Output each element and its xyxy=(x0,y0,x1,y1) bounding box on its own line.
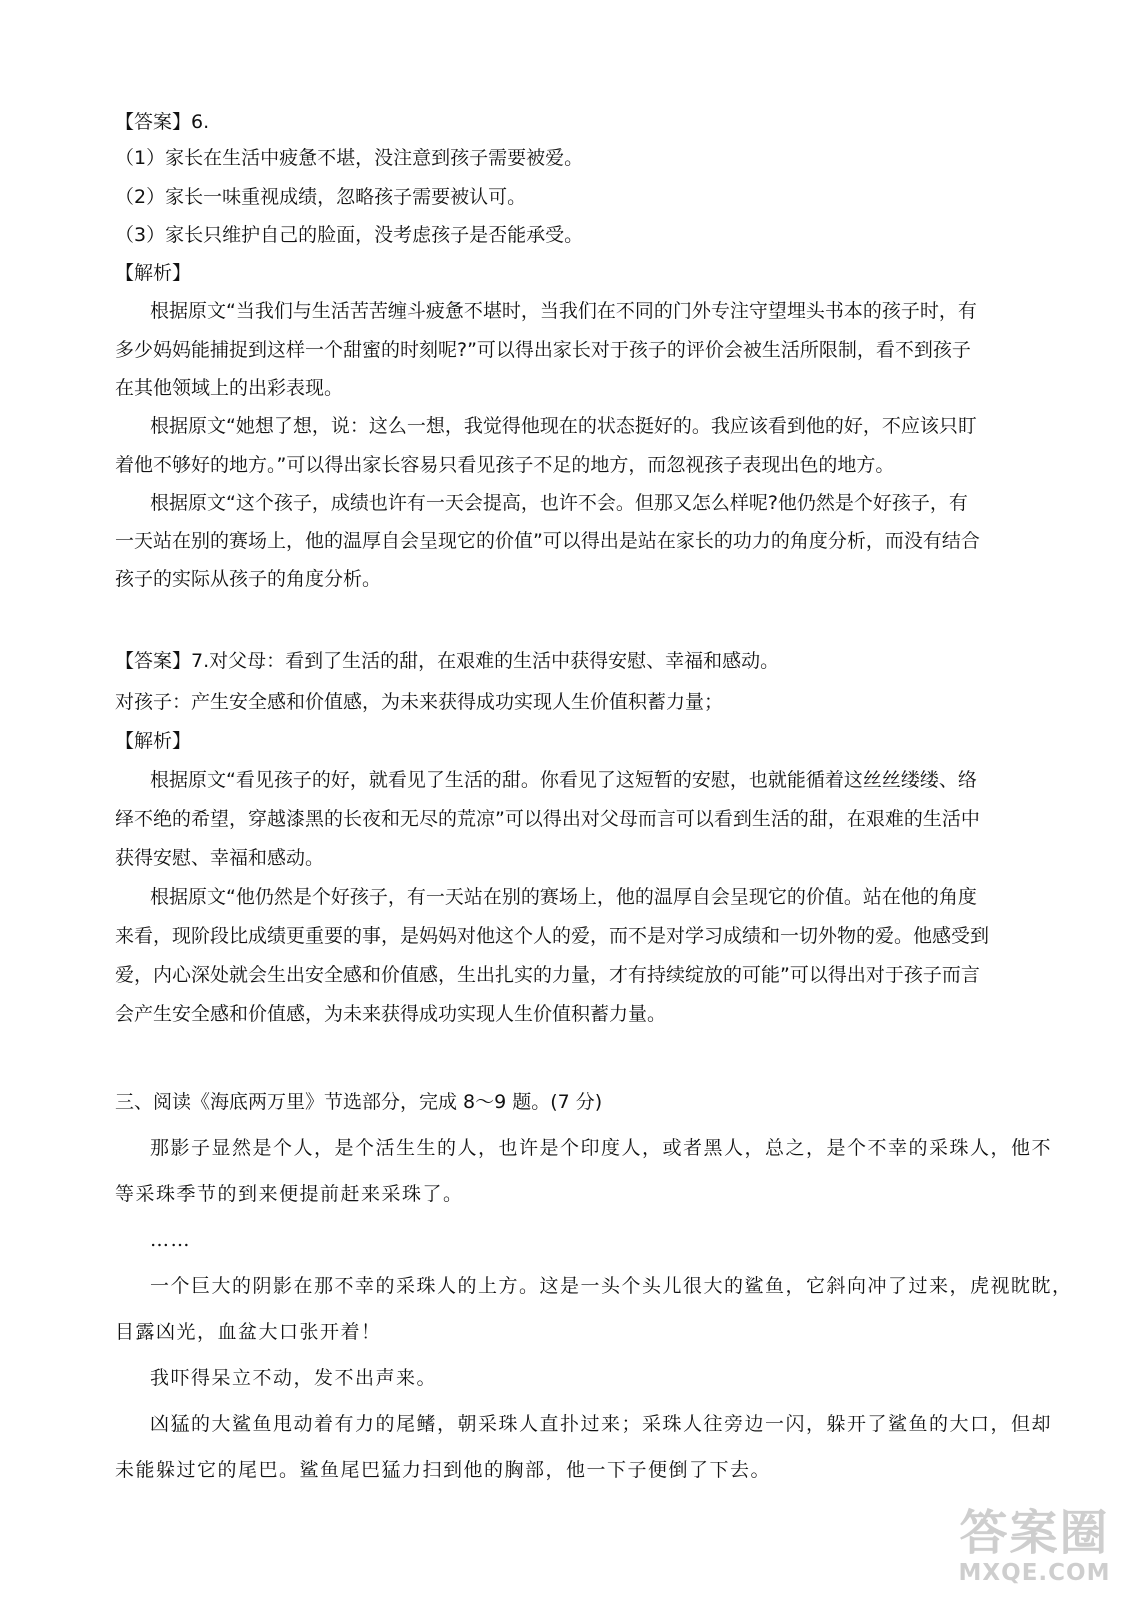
q7-answer-line-2: 对孩子：产生安全感和价值感，为未来获得成功实现人生价值积蓄力量； xyxy=(115,691,724,713)
watermark-logo-text: 答案圈 xyxy=(959,1505,1110,1561)
passage-line: …… xyxy=(150,1229,191,1251)
q6-point-2: （2）家长一味重视成绩，忽略孩子需要被认可。 xyxy=(115,186,527,208)
q7-analysis-line: 爱，内心深处就会生出安全感和价值感，生出扎实的力量，才有持续绽放的可能”可以得出对于孩子而言 xyxy=(115,964,980,986)
q7-analysis-line: 会产生安全感和价值感，为未来获得成功实现人生价值积蓄力量。 xyxy=(115,1003,667,1025)
q7-analysis-label: 【解析】 xyxy=(115,730,192,752)
passage-line: 一个巨大的阴影在那不幸的采珠人的上方。这是一头个头儿很大的鲨鱼，它斜向冲了过来，虎视眈眈， xyxy=(150,1275,1073,1297)
q7-analysis-line: 根据原文“他仍然是个好孩子，有一天站在别的赛场上，他的温厚自会呈现它的价值。站在他的角度 xyxy=(150,886,977,908)
q6-analysis-line: 着他不够好的地方。”可以得出家长容易只看见孩子不足的地方，而忽视孩子表现出色的地方。 xyxy=(115,454,895,476)
q7-analysis-line: 获得安慰、幸福和感动。 xyxy=(115,847,325,869)
passage-line: 等采珠季节的到来便提前赶来采珠了。 xyxy=(115,1183,464,1205)
q6-point-3: （3）家长只维护自己的脸面，没考虑孩子是否能承受。 xyxy=(115,224,584,246)
watermark-url: MXQE.COM xyxy=(958,1560,1111,1586)
q7-analysis-line: 来看，现阶段比成绩更重要的事，是妈妈对他这个人的爱，而不是对学习成绩和一切外物的爱。他感受到 xyxy=(115,925,990,947)
q6-analysis-line: 根据原文“当我们与生活苦苦缠斗疲惫不堪时，当我们在不同的门外专注守望埋头书本的孩子时，有 xyxy=(150,300,977,322)
site-watermark xyxy=(947,1506,1122,1586)
passage-line: 那影子显然是个人，是个活生生的人，也许是个印度人，或者黑人，总之，是个不幸的采珠人，他不 xyxy=(150,1137,1053,1159)
passage-line: 目露凶光，血盆大口张开着！ xyxy=(115,1321,382,1343)
q6-point-1: （1）家长在生活中疲惫不堪，没注意到孩子需要被爱。 xyxy=(115,147,584,169)
q7-analysis-line: 绎不绝的希望，穿越漆黑的长夜和无尽的荒凉”可以得出对父母而言可以看到生活的甜，在艰难的生活中 xyxy=(115,808,980,830)
q6-analysis-line: 根据原文“她想了想，说：这么一想，我觉得他现在的状态挺好的。我应该看到他的好，不应该只盯 xyxy=(150,415,977,437)
q6-analysis-line: 在其他领域上的出彩表现。 xyxy=(115,377,344,399)
passage-line: 我吓得呆立不动，发不出声来。 xyxy=(150,1367,438,1389)
q6-analysis-label: 【解析】 xyxy=(115,262,192,284)
passage-line: 凶猛的大鲨鱼甩动着有力的尾鳍，朝采珠人直扑过来；采珠人往旁边一闪，躲开了鲨鱼的大口，但却 xyxy=(150,1413,1053,1435)
q6-answer-label: 【答案】6. xyxy=(115,111,210,133)
q7-answer-label: 【答案】7.对父母：看到了生活的甜，在艰难的生活中获得安慰、幸福和感动。 xyxy=(115,650,780,672)
q6-analysis-line: 孩子的实际从孩子的角度分析。 xyxy=(115,568,382,590)
q6-analysis-line: 根据原文“这个孩子，成绩也许有一天会提高，也许不会。但那又怎么样呢?他仍然是个好孩子，有 xyxy=(150,492,968,514)
q6-analysis-line: 一天站在别的赛场上，他的温厚自会呈现它的价值”可以得出是站在家长的功力的角度分析，而没有结合 xyxy=(115,530,980,552)
passage-line: 未能躲过它的尾巴。鲨鱼尾巴猛力扫到他的胸部，他一下子便倒了下去。 xyxy=(115,1459,772,1481)
q6-analysis-line: 多少妈妈能捕捉到这样一个甜蜜的时刻呢?”可以得出家长对于孩子的评价会被生活所限制，看不到孩子 xyxy=(115,339,971,361)
q7-analysis-line: 根据原文“看见孩子的好，就看见了生活的甜。你看见了这短暂的安慰，也就能循着这丝丝缕缕、络 xyxy=(150,769,977,791)
section-3-heading: 三、阅读《海底两万里》节选部分，完成 8～9 题。(7 分) xyxy=(115,1091,603,1113)
